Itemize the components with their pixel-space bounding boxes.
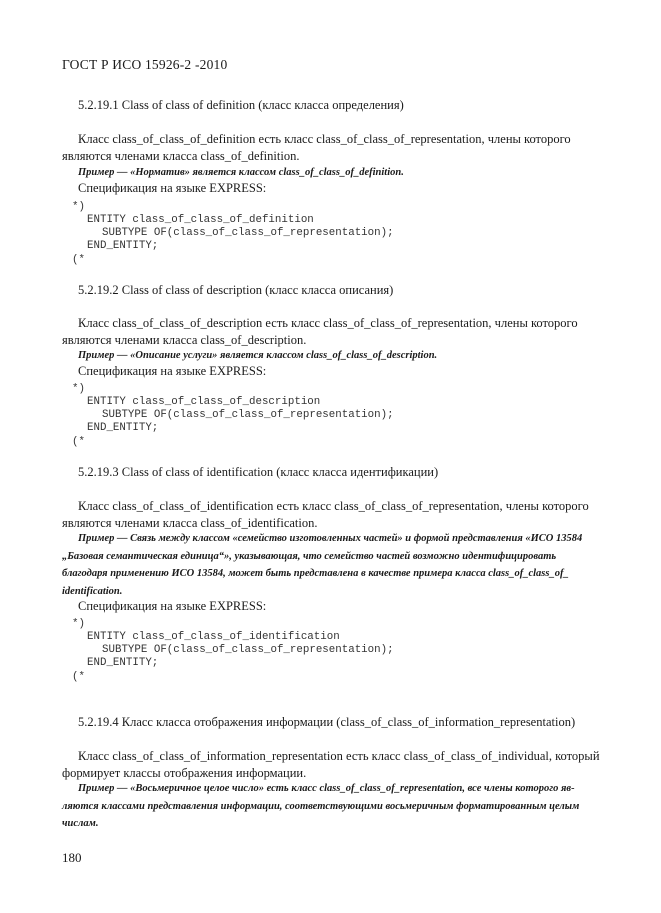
section-paragraph (62, 315, 602, 349)
section-paragraph (62, 498, 602, 532)
paragraph-line: формирует классы отображения информации. (62, 766, 307, 780)
paragraph-line: являются членами класса class_of_identification. (62, 516, 318, 530)
code-open-comment: *) (72, 201, 85, 213)
code-end-entity-line: END_ENTITY; (87, 657, 159, 669)
paragraph-line: являются членами класса class_of_description. (62, 333, 307, 347)
code-subtype-line: SUBTYPE OF(class_of_class_of_representation); (102, 644, 394, 656)
example-line: „Базовая семантическая единица“», указывающая, что семейство частей возможно идентифицировать (62, 550, 557, 562)
example-line: благодаря применению ИСО 13584, может быть представлена в качестве примера класса class_of_class_of_ (62, 568, 569, 579)
code-subtype-line: SUBTYPE OF(class_of_class_of_representation); (102, 227, 394, 239)
example-note (62, 347, 604, 365)
code-end-entity-line: END_ENTITY; (87, 240, 159, 252)
code-close-comment: (* (72, 436, 85, 448)
section-heading: 5.2.19.1 Class of class of definition (класс класса определения) (78, 98, 404, 112)
spec-label: Спецификация на языке EXPRESS: (78, 181, 267, 195)
section-heading: 5.2.19.3 Class of class of identification (класс класса идентификации) (78, 465, 439, 479)
example-line: ляются классами представления информации, соответствующими восьмеричным форматированным целым (62, 800, 580, 812)
spec-label: Спецификация на языке EXPRESS: (78, 364, 267, 378)
code-end-entity-line: END_ENTITY; (87, 422, 159, 434)
code-close-comment: (* (72, 671, 85, 683)
example-line: identification. (62, 585, 123, 597)
spec-label: Спецификация на языке EXPRESS: (78, 599, 267, 613)
section-paragraph (62, 131, 602, 165)
code-entity-line: ENTITY class_of_class_of_identification (87, 631, 340, 643)
example-note (62, 164, 604, 182)
code-open-comment: *) (72, 618, 85, 630)
paragraph-line: Класс class_of_class_of_definition есть класс class_of_class_of_representation, члены которого (78, 132, 571, 146)
paragraph-line: Класс class_of_class_of_description есть класс class_of_class_of_representation, члены которого (78, 316, 578, 330)
example-line: Пример — «Норматив» является классом class_of_class_of_definition. (78, 167, 404, 178)
code-close-comment: (* (72, 254, 85, 266)
section-heading: 5.2.19.2 Class of class of description (класс класса описания) (78, 283, 394, 297)
example-note (62, 530, 604, 600)
code-entity-line: ENTITY class_of_class_of_definition (87, 214, 314, 226)
example-line: числам. (62, 818, 99, 829)
page-number: 180 (62, 850, 82, 865)
section-heading: 5.2.19.4 Класс класса отображения информации (class_of_class_of_information_representation) (78, 715, 576, 729)
example-line: Пример — «Описание услуги» является классом class_of_class_of_description. (78, 350, 438, 361)
code-entity-line: ENTITY class_of_class_of_description (87, 396, 321, 408)
example-line: Пример — «Восьмеричное целое число» есть класс class_of_class_of_representation, все члены которого яв- (78, 783, 575, 794)
example-note (62, 780, 604, 833)
paragraph-line: являются членами класса class_of_definition. (62, 149, 300, 163)
section-paragraph (62, 748, 602, 782)
paragraph-line: Класс class_of_class_of_identification есть класс class_of_class_of_representation, члены которого (78, 499, 589, 513)
code-subtype-line: SUBTYPE OF(class_of_class_of_representation); (102, 409, 394, 421)
example-line: Пример — Связь между классом «семейство изготовленных частей» и формой представления «ИСО 13584 (78, 533, 583, 544)
document-header: ГОСТ Р ИСО 15926-2 -2010 (62, 57, 228, 72)
code-open-comment: *) (72, 383, 85, 395)
paragraph-line: Класс class_of_class_of_information_representation есть класс class_of_class_of_individual, который (78, 749, 600, 763)
